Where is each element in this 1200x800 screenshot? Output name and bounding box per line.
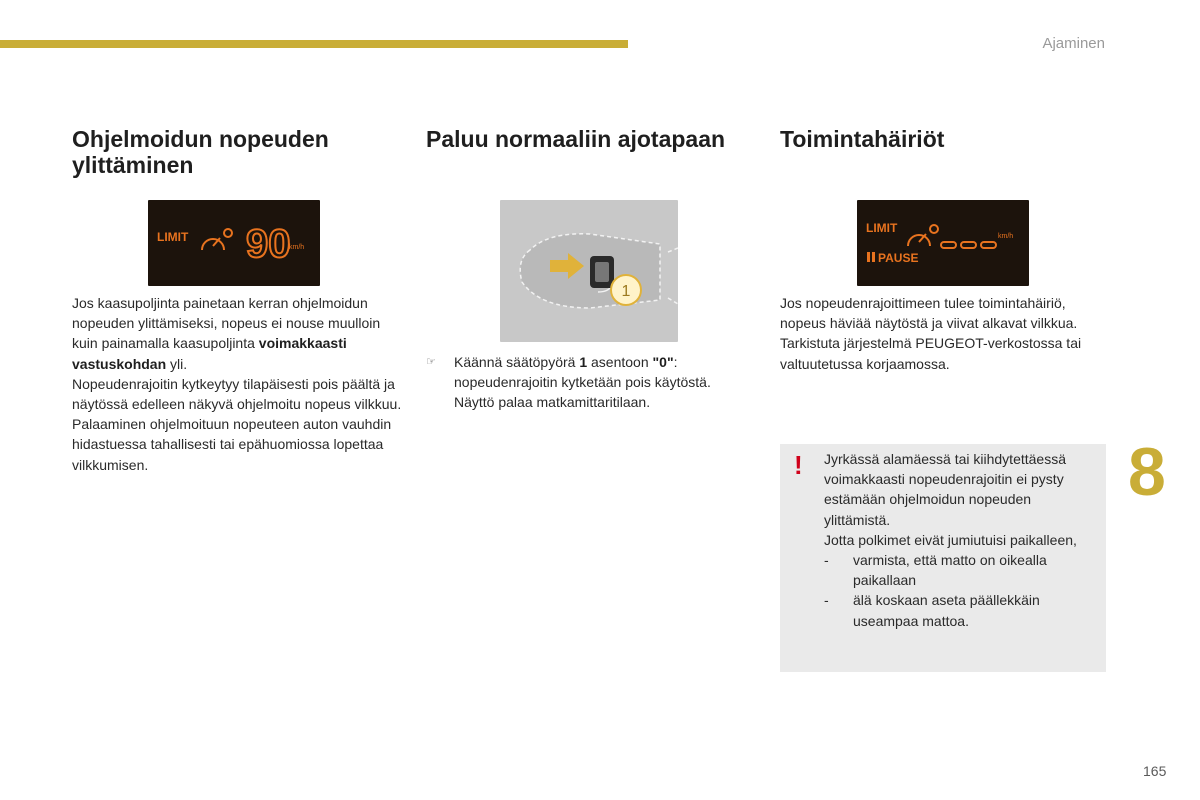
text: yli.	[166, 355, 188, 372]
bold-text: voimakkaasti vastuskohdan	[72, 335, 347, 372]
page-number: 165	[1143, 763, 1167, 779]
paragraph: Palaaminen ohjelmoituun nopeuteen auton vauhdin hidastuessa tahallisesti tai epähuomiossa lopettaa vilkkumisen.	[72, 416, 392, 473]
speedometer-icon	[202, 229, 232, 250]
section-title: Toimintahäiriöt	[780, 126, 945, 152]
paragraph	[72, 293, 402, 374]
chapter-number: 8	[1128, 434, 1166, 510]
speed-value: 90	[246, 222, 291, 266]
steering-stalk-figure	[500, 200, 678, 342]
column-normal-driving	[426, 126, 752, 152]
dash-bullet: -	[824, 592, 829, 609]
header-accent-bar	[0, 40, 628, 48]
pause-label: PAUSE	[878, 251, 919, 265]
limit-label: LIMIT	[157, 230, 189, 244]
bold-text: 1	[579, 354, 588, 370]
list-item	[824, 590, 1100, 630]
speedometer-icon	[908, 225, 938, 246]
limit-90-display-figure	[148, 200, 320, 286]
list-item-text: varmista, että matto on oikealla paikallaan	[853, 552, 1047, 589]
speed-unit: km/h	[998, 233, 1014, 240]
limit-pause-display-figure	[857, 200, 1029, 286]
dash-bullet: -	[824, 552, 829, 569]
column-malfunction	[780, 126, 1106, 152]
column-speed-exceed	[72, 126, 398, 178]
dashes-display	[941, 242, 996, 248]
callout-number: 1	[621, 283, 631, 300]
speed-unit: km/h	[289, 244, 305, 251]
text: Käännä säätöpyörä	[454, 354, 580, 370]
section-title: Paluu normaaliin ajotapaan	[426, 126, 726, 152]
paragraph: Nopeudenrajoitin kytkeytyy tilapäisesti pois päältä ja näytössä edelleen näkyvä ohjelmoitu nopeus vilkkuu.	[72, 375, 402, 413]
text: asentoon	[587, 354, 653, 370]
list-item-text: älä koskaan aseta päällekkäin useampaa mattoa.	[853, 592, 1040, 629]
finger-pointer-icon: ☞	[426, 356, 436, 368]
text: : nopeudenrajoitin kytketään pois käytöstä. Näyttö palaa matkamittaritilaan.	[454, 354, 711, 411]
section-label: Ajaminen	[1042, 35, 1105, 52]
col1-body	[72, 293, 402, 475]
bold-text: "0"	[652, 354, 674, 370]
warning-text	[824, 449, 1100, 631]
step-text	[454, 352, 754, 413]
paragraph: Jotta polkimet eivät jumiutuisi paikalleen,	[824, 531, 1077, 548]
paragraph: Jos nopeudenrajoittimeen tulee toimintahäiriö, nopeus häviää näytöstä ja viivat alkavat vilkkua.	[780, 295, 1078, 332]
warning-box	[780, 444, 1106, 672]
section-title: Ohjelmoidun nopeuden ylittäminen	[72, 126, 329, 178]
paragraph: Jyrkässä alamäessä tai kiihdytettäessä voimakkaasti nopeudenrajoitin ei pysty estämään ohjelmoidun nopeuden ylittämistä.	[824, 451, 1066, 528]
text: Jos kaasupoljinta painetaan kerran ohjelmoidun nopeuden ylittämiseksi, nopeus ei nouse muulloin kuin painamalla kaasupoljinta	[72, 295, 381, 352]
limit-label: LIMIT	[866, 221, 898, 235]
exclamation-icon: !	[794, 450, 803, 480]
col3-body	[780, 293, 1106, 374]
paragraph: Tarkistuta järjestelmä PEUGEOT-verkostossa tai valtuutetussa korjaamossa.	[780, 335, 1082, 372]
list-item	[824, 550, 1100, 590]
